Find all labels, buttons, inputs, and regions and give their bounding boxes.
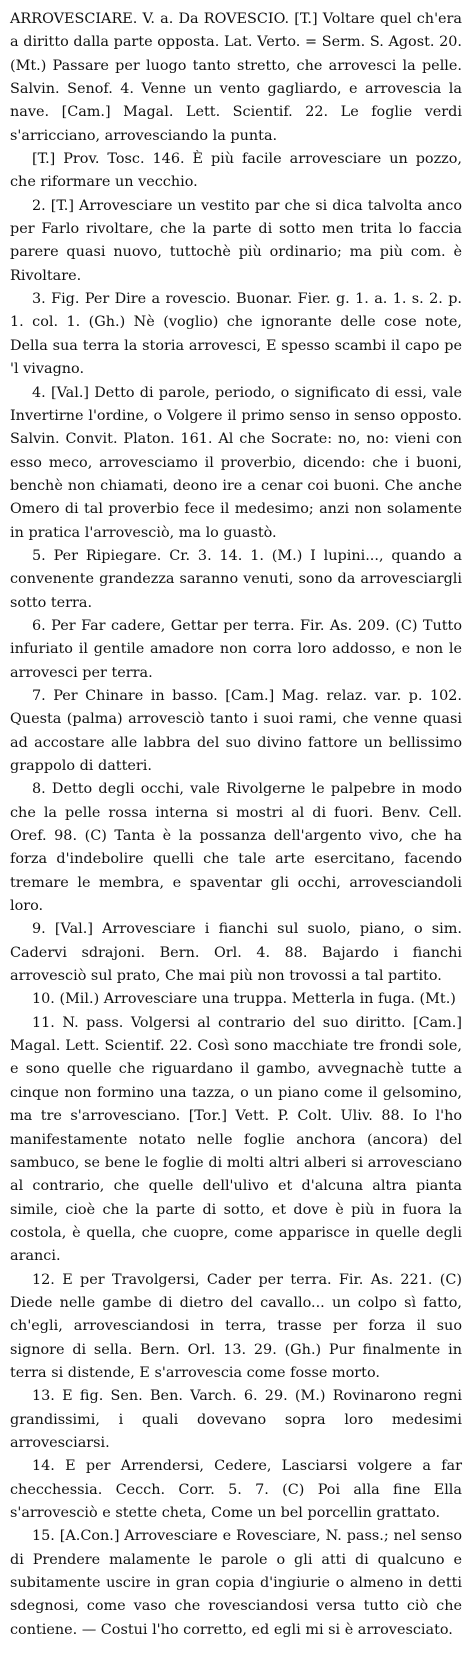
entry-sense-5: 5. Per Ripiegare. Cr. 3. 14. 1. (M.) I lupini..., quando a convenente grandezza saranno venuti, sono da arrovesciargli sotto terra. [10, 547, 462, 611]
entry-sense-3: 3. Fig. Per Dire a rovescio. Buonar. Fier. g. 1. a. 1. s. 2. p. 1. col. 1. (Gh.) Nè (voglio) che ignorante delle cose note, Della sua terra la storia arrovesci, E spesso scambi il capo pe 'l vivagno. [10, 291, 462, 378]
entry-sense-10: 10. (Mil.) Arrovesciare una truppa. Metterla in fuga. (Mt.) [32, 991, 456, 1008]
entry-sense-9: 9. [Val.] Arrovesciare i fianchi sul suolo, piano, o sim. Cadervi sdrajoni. Bern. Orl. 4. 88. Bajardo i fianchi arrovesciò sul prato, Che mai più non trovossi a tal partito. [10, 921, 462, 985]
entry-sense-11: 11. N. pass. Volgersi al contrario del suo diritto. [Cam.] Magal. Lett. Scientif. 22. Così sono macchiate tre frondi sole, e sono quelle che riguardano il gambo, avvegnachè tutte a cinque non formino una tazza, o un piano come il gelsomino, ma tre s'arrovesciano. [Tor.] Vett. P. Colt. Uliv. 88. Io l'ho manifestamente notato nelle foglie anchora (ancora) del sambuco, se bene le foglie di molti altri alberi si arrovesciano al contrario, che quelle dell'ulivo et d'alcuna altra pianta simile, cioè che la parte di sotto, et dove è più in fuora la costola, è quella, che cuopre, come apparisce in quelle degli aranci. [10, 1014, 462, 1265]
entry-sense-15: 15. [A.Con.] Arrovesciare e Rovesciare, N. pass.; nel senso di Prendere malamente le parole o gli atti di qualcuno e subitamente uscire in gran copia d'ingiurie o almeno in detti sdegnosi, come vaso che rovesciandosi versa tutto ciò che contiene. — Costui l'ho corretto, ed egli mi si è arrovesciato. [10, 1528, 462, 1638]
entry-sense-2: 2. [T.] Arrovesciare un vestito par che si dica talvolta anco per Farlo rivoltare, che la parte di sotto men trita lo faccia parere quasi nuovo, tuttochè più ordinario; ma più com. è Rivoltare. [10, 197, 462, 284]
entry-sense-6: 6. Per Far cadere, Gettar per terra. Fir. As. 209. (C) Tutto infuriato il gentile amadore non corra loro addosso, e non le arrovesci per terra. [10, 617, 462, 681]
entry-sense-7: 7. Per Chinare in basso. [Cam.] Mag. relaz. var. p. 102. Questa (palma) arrovesciò tanto i suoi rami, che venne quasi ad accostare alle labbra del suo divino fattore un bellissimo grappolo di datteri. [10, 687, 462, 774]
entry-sense-8: 8. Detto degli occhi, vale Rivolgerne le palpebre in modo che la pelle rossa interna si mostri al di fuori. Benv. Cell. Oref. 98. (C) Tanta è la possanza dell'argento vivo, che ha forza d'indebolire quelli che tale arte esercitano, facendo tremare le membra, e spaventar gli occhi, arrovesciandoli loro. [10, 781, 462, 915]
entry-proverb: [T.] Prov. Tosc. 146. È più facile arrovesciare un pozzo, che riformare un vecchio. [10, 151, 462, 191]
entry-headword-paragraph: ARROVESCIARE. V. a. Da ROVESCIO. [T.] Voltare quel ch'era a diritto dalla parte opposta. Lat. Verto. = Serm. S. Agost. 20. (Mt.) Passare per luogo tanto stretto, che arrovesci la pelle. Salvin. Senof. 4. Venne un vento gagliardo, e arrovescia la nave. [Cam.] Magal. Lett. Scientif. 22. Le foglie verdi s'arricciano, arrovesciando la punta. [10, 11, 462, 144]
entry-sense-12: 12. E per Travolgersi, Cader per terra. Fir. As. 221. (C) Diede nelle gambe di dietro del cavallo... un colpo sì fatto, ch'egli, arrovesciandosi in terra, trasse per forza il suo signore di sella. Bern. Orl. 13. 29. (Gh.) Pur finalmente in terra si distende, E s'arrovescia come fosse morto. [10, 1271, 462, 1381]
entry-sense-4: 4. [Val.] Detto di parole, periodo, o significato di essi, vale Invertirne l'ordine, o Volgere il primo senso in senso opposto. Salvin. Convit. Platon. 161. Al che Socrate: no, no: vieni con esso meco, arrovesciamo il proverbio, dicendo: che i buoni, benchè non chiamati, deono ire a cenar coi buoni. Che anche Omero di tal proverbio fece il medesimo; anzi non solamente in pratica l'arrovesciò, ma lo guastò. [10, 384, 462, 541]
entry-sense-14: 14. E per Arrendersi, Cedere, Lasciarsi volgere a far checchessia. Cecch. Corr. 5. 7. (C) Poi alla fine Ella s'arrovesciò e stette cheta, Come un bel porcellin grattato. [10, 1458, 462, 1521]
entry-sense-13: 13. E fig. Sen. Ben. Varch. 6. 29. (M.) Rovinarono regni grandissimi, i quali dovevano sopra loro medesimi arrovesciarsi. [10, 1388, 462, 1451]
